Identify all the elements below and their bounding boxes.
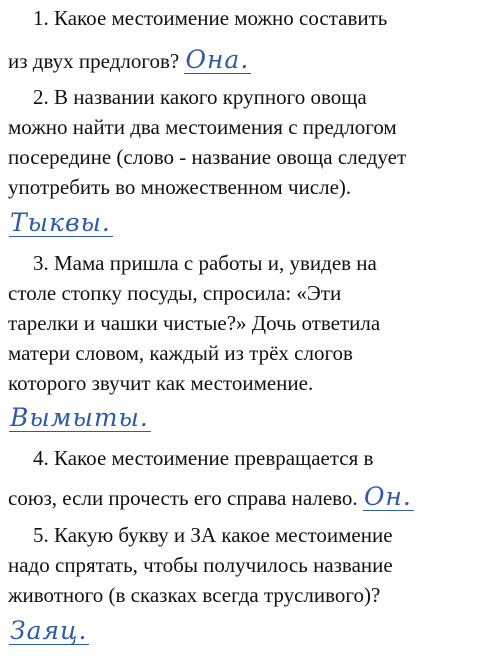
answer-3-handwritten: Вымыты. <box>10 403 149 432</box>
question-1-text: из двух предлогов? <box>8 49 180 73</box>
answer-5-handwritten: Заяц. <box>10 616 88 645</box>
question-5-line-2: надо спрятать, чтобы получилось название <box>8 553 393 577</box>
question-2-line-3: посередине (слово - название овоща следует <box>8 145 407 169</box>
question-3-line-2: столе стопку посуды, спросила: «Эти <box>8 281 342 305</box>
question-2-line-4: употребить во множественном числе). <box>8 175 352 199</box>
question-5-line-1: 5. Какую букву и ЗА какое местоимение <box>33 523 393 547</box>
question-5-line-3: животного (в сказках всегда трусливого)? <box>8 583 381 607</box>
question-4-text: союз, если прочесть его справа налево. <box>8 486 358 510</box>
answer-2-handwritten: Тыквы. <box>10 208 111 237</box>
question-3-line-4: матери словом, каждый из трёх слогов <box>8 341 353 365</box>
question-1-line-1: 1. Какое местоимение можно составить <box>33 6 388 30</box>
question-3-line-5: которого звучит как местоимение. <box>8 371 314 395</box>
answer-1-handwritten: Она. <box>185 45 250 74</box>
question-4-line-1: 4. Какое местоимение превращается в <box>33 446 374 470</box>
answer-4-handwritten: Он. <box>363 482 412 511</box>
question-2-line-1: 2. В названии какого крупного овоща <box>33 85 367 109</box>
question-4-line-2 <box>8 484 414 513</box>
question-1-line-2 <box>8 47 251 76</box>
question-3-line-3: тарелки и чашки чистые?» Дочь ответила <box>8 311 381 335</box>
question-3-line-1: 3. Мама пришла с работы и, увидев на <box>33 251 377 275</box>
question-2-line-2: можно найти два местоимения с предлогом <box>8 115 397 139</box>
